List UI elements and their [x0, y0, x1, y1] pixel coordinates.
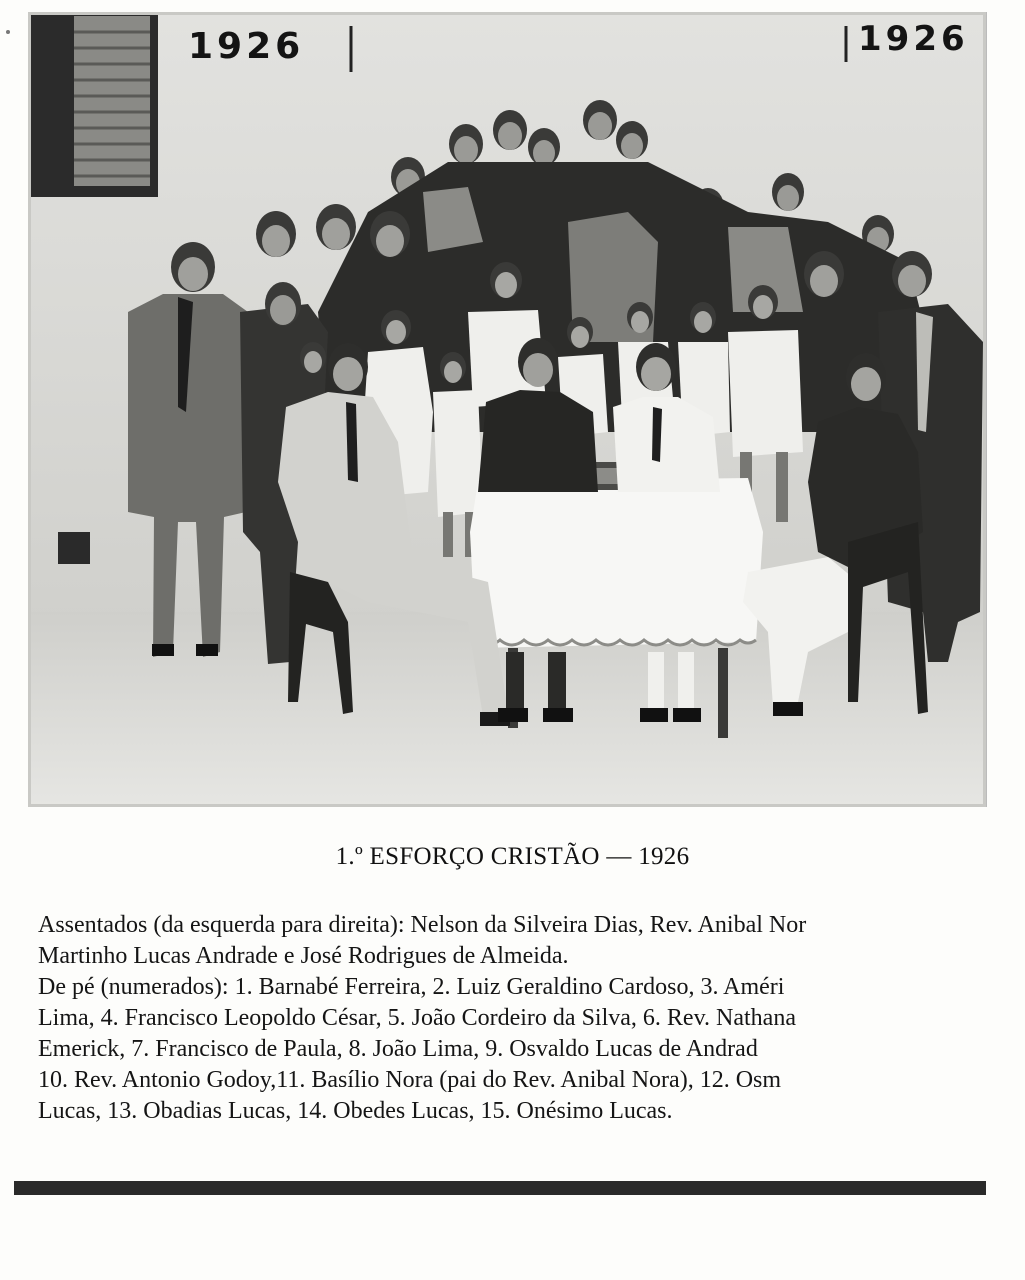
wall-vent	[58, 532, 90, 564]
year-right: 1926	[858, 19, 969, 59]
caption-body	[38, 910, 986, 1127]
scan-speck	[6, 30, 10, 34]
caption-line: Martinho Lucas Andrade e José Rodrigues de Almeida.	[38, 943, 569, 969]
caption-title: 1.º ESFORÇO CRISTÃO — 1926	[335, 843, 690, 870]
photograph-drawing	[28, 12, 986, 807]
caption-line: Emerick, 7. Francisco de Paula, 8. João Lima, 9. Osvaldo Lucas de Andrad	[38, 1036, 758, 1062]
caption-line: Assentados (da esquerda para direita): Nelson da Silveira Dias, Rev. Anibal Nor	[38, 912, 807, 938]
caption-line: De pé (numerados): 1. Barnabé Ferreira, 2. Luiz Geraldino Cardoso, 3. Améri	[38, 974, 785, 1000]
window-shutter	[28, 12, 158, 197]
year-left: 1926	[188, 26, 305, 67]
caption-line: Lucas, 13. Obadias Lucas, 14. Obedes Lucas, 15. Onésimo Lucas.	[38, 1098, 673, 1124]
caption-line: 10. Rev. Antonio Godoy,11. Basílio Nora (pai do Rev. Anibal Nora), 12. Osm	[38, 1067, 782, 1093]
group-photograph	[28, 12, 987, 807]
bottom-rule	[14, 1181, 986, 1195]
caption-line: Lima, 4. Francisco Leopoldo César, 5. João Cordeiro da Silva, 6. Rev. Nathana	[38, 1005, 796, 1031]
